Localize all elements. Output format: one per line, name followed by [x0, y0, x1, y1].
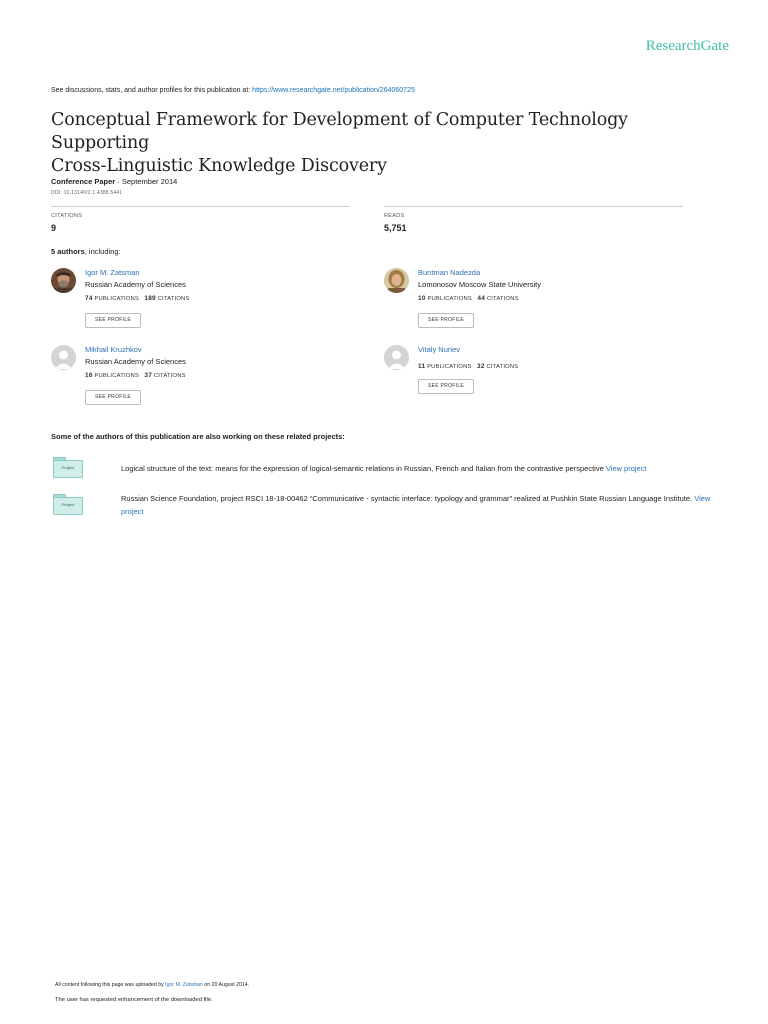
user-placeholder-icon — [384, 345, 409, 370]
publications-count: 74 — [85, 295, 93, 302]
citations-label: CITATIONS — [155, 296, 190, 302]
project-folder-icon[interactable] — [53, 494, 83, 515]
author-stats — [85, 295, 190, 302]
avatar[interactable] — [384, 345, 409, 370]
paper-type — [51, 177, 177, 186]
publications-label: PUBLICATIONS — [425, 296, 472, 302]
upload-suffix: on 20 August 2014. — [202, 982, 250, 988]
author-name-link[interactable]: Vitaly Nuriev — [418, 345, 460, 354]
author-name-link[interactable]: Mikhail Kruzhkov — [85, 345, 142, 354]
see-profile-button[interactable]: SEE PROFILE — [85, 313, 141, 328]
uploader-link[interactable]: Igor M. Zatsman — [165, 982, 203, 988]
title-line-1: Conceptual Framework for Development of Computer Technology Supporting — [51, 110, 628, 153]
citations-count: 37 — [144, 372, 153, 379]
citations-label: CITATIONS — [485, 296, 519, 302]
citations-count: 32 — [477, 363, 485, 370]
project-folder-icon[interactable] — [53, 457, 83, 478]
author-institution: Lomonosov Moscow State University — [418, 280, 541, 289]
avatar[interactable] — [384, 268, 409, 293]
citations-label: CITATIONS — [51, 213, 83, 219]
author-card-kruzhkov — [51, 345, 351, 405]
see-profile-button[interactable]: SEE PROFILE — [418, 379, 474, 394]
publications-count: 16 — [85, 372, 93, 379]
upload-prefix: All content following this page was uploaded by — [55, 982, 166, 988]
related-projects-heading: Some of the authors of this publication are also working on these related projects: — [51, 432, 345, 441]
view-project-link[interactable]: View project — [605, 464, 647, 473]
see-profile-button[interactable]: SEE PROFILE — [85, 390, 141, 405]
citations-divider — [51, 206, 350, 207]
publications-label: PUBLICATIONS — [92, 373, 139, 379]
project-description — [121, 462, 711, 475]
reads-divider — [384, 206, 683, 207]
project-icon-label: Project — [61, 465, 75, 470]
author-name-link[interactable]: Buntman Nadezda — [418, 268, 481, 277]
author-stats — [85, 372, 186, 379]
see-profile-button[interactable]: SEE PROFILE — [418, 313, 474, 328]
upload-note — [55, 982, 249, 988]
project-text: Logical structure of the text: means for the expression of logical-semantic relations in Russian, French and Italian from the contrastive perspective — [121, 464, 606, 473]
authors-heading-suffix: , including: — [84, 247, 121, 256]
author-stats — [418, 363, 518, 370]
reads-value: 5,751 — [384, 223, 407, 233]
user-placeholder-icon — [51, 345, 76, 370]
citations-label: CITATIONS — [484, 364, 519, 370]
publication-url-link[interactable]: https://www.researchgate.net/publication/264060725 — [252, 87, 415, 94]
view-project-link[interactable]: View project — [121, 494, 711, 516]
publications-label: PUBLICATIONS — [92, 296, 139, 302]
citations-label: CITATIONS — [152, 373, 186, 379]
page-title — [51, 109, 731, 178]
project-icon-label: Project — [61, 502, 75, 507]
enhancement-note: The user has requested enhancement of the downloaded file. — [55, 997, 213, 1003]
authors-count: 5 authors — [51, 247, 85, 256]
title-line-2: Cross-Linguistic Knowledge Discovery — [51, 156, 387, 176]
project-text: Russian Science Foundation, project RSCI 18-18-00462 “Communicative - syntactic interface: typology and grammar” realized at Pushkin State Russian Language Institute. — [121, 494, 695, 503]
avatar[interactable] — [51, 345, 76, 370]
paper-date: · September 2014 — [115, 177, 178, 186]
author-card-buntman — [384, 268, 684, 328]
citations-value: 9 — [51, 223, 57, 233]
citations-count: 44 — [477, 295, 486, 302]
author-photo-icon — [51, 268, 76, 293]
discussion-prefix: See discussions, stats, and author profiles for this publication at: — [51, 87, 253, 94]
author-card-nuriev — [384, 345, 684, 405]
author-stats — [418, 295, 519, 302]
reads-label: READS — [384, 213, 405, 219]
paper-doi: DOI: 10.13140/2.1.4388.5441 — [51, 190, 123, 196]
paper-type-label: Conference Paper — [51, 177, 116, 186]
publications-label: PUBLICATIONS — [425, 364, 472, 370]
author-institution: Russian Academy of Sciences — [85, 280, 186, 289]
project-description — [121, 492, 711, 518]
researchgate-logo[interactable]: ResearchGate — [645, 38, 729, 54]
avatar[interactable] — [51, 268, 76, 293]
author-institution: Russian Academy of Sciences — [85, 357, 186, 366]
citations-count: 189 — [144, 295, 156, 302]
author-name-link[interactable]: Igor M. Zatsman — [85, 268, 140, 277]
author-card-zatsman — [51, 268, 351, 328]
discussion-line — [51, 87, 415, 94]
authors-heading — [51, 247, 121, 256]
author-photo-icon — [384, 268, 409, 293]
publications-count: 11 — [418, 363, 426, 370]
publications-count: 10 — [418, 295, 426, 302]
